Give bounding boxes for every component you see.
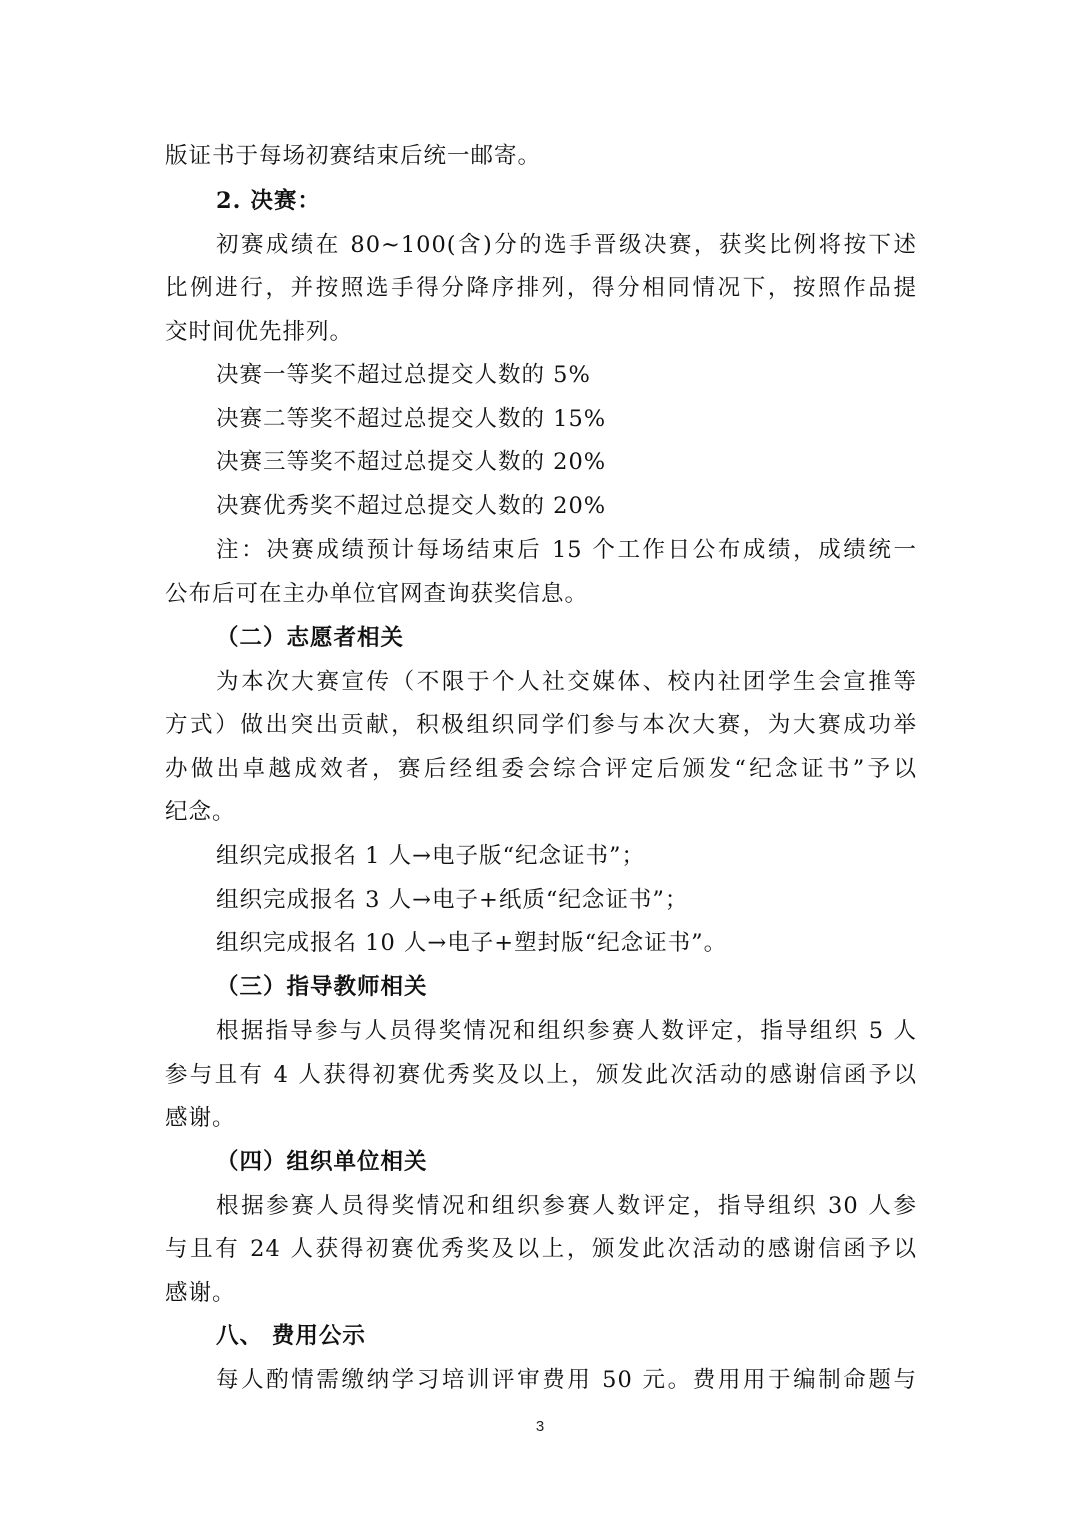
section-heading-teachers: （三）指导教师相关 — [216, 974, 428, 1000]
paragraph-line: 感谢。 — [165, 1105, 236, 1131]
paragraph-line: 根据指导参与人员得奖情况和组织参赛人数评定，指导组织 5 人 — [216, 1018, 917, 1044]
paragraph-line: 为本次大赛宣传（不限于个人社交媒体、校内社团学生会宣推等 — [216, 669, 917, 695]
paragraph-line: 根据参赛人员得奖情况和组织参赛人数评定，指导组织 30 人参 — [216, 1193, 917, 1219]
paragraph-line: 交时间优先排列。 — [165, 319, 354, 345]
paragraph-line: 纪念。 — [165, 799, 236, 825]
paragraph-line: 版证书于每场初赛结束后统一邮寄。 — [165, 143, 542, 169]
paragraph-line: 比例进行，并按照选手得分降序排列，得分相同情况下，按照作品提 — [165, 275, 917, 301]
section-heading-volunteers: （二）志愿者相关 — [216, 625, 405, 651]
award-ratio-line: 决赛优秀奖不超过总提交人数的 20% — [216, 493, 607, 519]
paragraph-line: 每人酌情需缴纳学习培训评审费用 50 元。费用用于编制命题与 — [216, 1367, 917, 1393]
section-heading-fees: 八、 费用公示 — [216, 1323, 366, 1349]
certificate-rule-line: 组织完成报名 1 人→电子版“纪念证书”； — [216, 843, 645, 869]
award-ratio-line: 决赛二等奖不超过总提交人数的 15% — [216, 406, 607, 432]
award-ratio-line: 决赛一等奖不超过总提交人数的 5% — [216, 362, 591, 388]
certificate-rule-line: 组织完成报名 10 人→电子+塑封版“纪念证书”。 — [216, 930, 728, 956]
note-line: 公布后可在主办单位官网查询获奖信息。 — [165, 581, 589, 607]
paragraph-line: 与且有 24 人获得初赛优秀奖及以上，颁发此次活动的感谢信函予以 — [165, 1236, 917, 1262]
page-number: 3 — [535, 1418, 545, 1435]
note-line: 注：决赛成绩预计每场结束后 15 个工作日公布成绩，成绩统一 — [216, 537, 917, 563]
section-heading-organizations: （四）组织单位相关 — [216, 1149, 428, 1175]
paragraph-line: 感谢。 — [165, 1280, 236, 1306]
award-ratio-line: 决赛三等奖不超过总提交人数的 20% — [216, 449, 607, 475]
paragraph-line: 初赛成绩在 80~100(含)分的选手晋级决赛，获奖比例将按下述 — [216, 232, 917, 258]
paragraph-line: 方式）做出突出贡献，积极组织同学们参与本次大赛，为大赛成功举 — [165, 712, 917, 738]
paragraph-line: 参与且有 4 人获得初赛优秀奖及以上，颁发此次活动的感谢信函予以 — [165, 1062, 917, 1088]
paragraph-line: 办做出卓越成效者，赛后经组委会综合评定后颁发“纪念证书”予以 — [165, 756, 917, 782]
certificate-rule-line: 组织完成报名 3 人→电子+纸质“纪念证书”； — [216, 887, 689, 913]
section-heading-final: 2. 决赛： — [216, 188, 321, 214]
